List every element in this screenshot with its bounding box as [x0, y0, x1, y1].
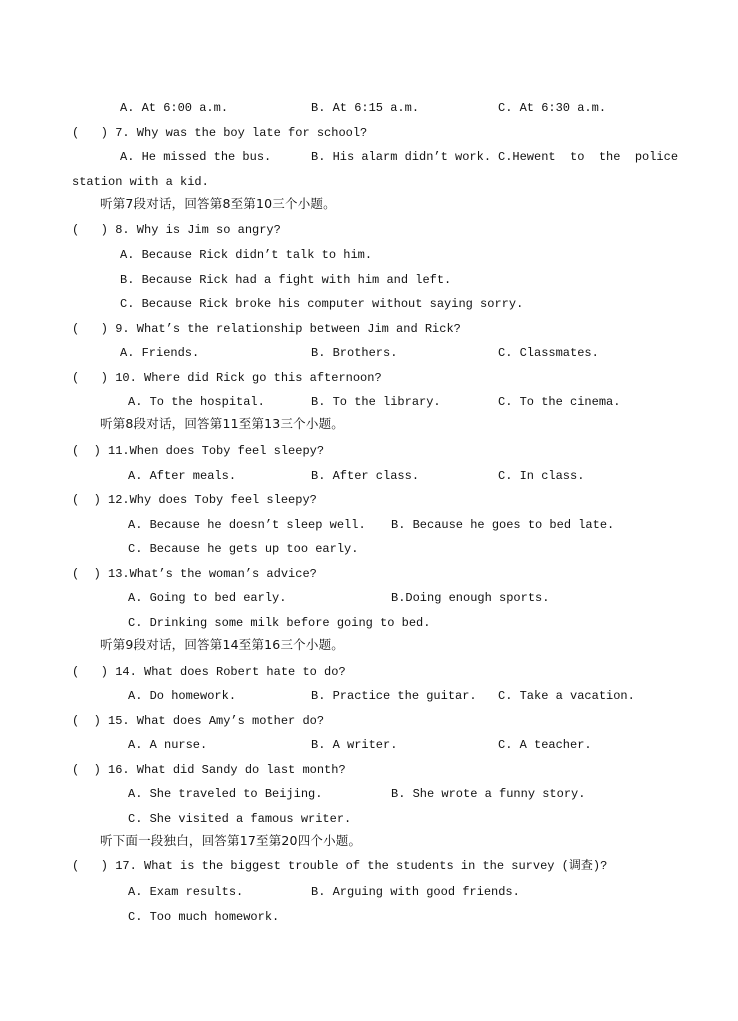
q12-option-c: C. Because he gets up too early.: [128, 542, 359, 556]
question-17: ( ) 17. What is the biggest trouble of the students in the survey (调查)?: [72, 859, 608, 873]
question-11: ( ) 11.When does Toby feel sleepy?: [72, 444, 325, 458]
question-9: ( ) 9. What’s the relationship between Jim and Rick?: [72, 322, 461, 336]
q12-option-a: A. Because he doesn’t sleep well.: [128, 518, 366, 532]
q15-option-b: B. A writer.: [311, 738, 398, 752]
question-14: ( ) 14. What does Robert hate to do?: [72, 665, 346, 679]
q8-option-c: C. Because Rick broke his computer without saying sorry.: [120, 297, 524, 311]
section-heading-10: 听下面一段独白，回答第17至第20四个小题。: [100, 833, 362, 848]
q14-option-c: C. Take a vacation.: [498, 689, 635, 703]
question-16: ( ) 16. What did Sandy do last month?: [72, 763, 346, 777]
q10-option-c: C. To the cinema.: [498, 395, 621, 409]
q17-option-a: A. Exam results.: [128, 885, 244, 899]
section-heading-7: 听第7段对话，回答第8至第10三个小题。: [100, 196, 336, 211]
q6-option-a: A. At 6:00 a.m.: [120, 101, 229, 115]
q17-option-b: B. Arguing with good friends.: [311, 885, 520, 899]
q14-option-a: A. Do homework.: [128, 689, 237, 703]
section-heading-8: 听第8段对话，回答第11至第13三个小题。: [100, 416, 344, 431]
q7-option-b: B. His alarm didn’t work.: [311, 150, 492, 164]
q17-option-c: C. Too much homework.: [128, 910, 280, 924]
q7-option-c: C.Hewent to the police: [498, 150, 679, 164]
q15-option-c: C. A teacher.: [498, 738, 592, 752]
question-8: ( ) 8. Why is Jim so angry?: [72, 223, 281, 237]
q10-option-b: B. To the library.: [311, 395, 441, 409]
q9-option-c: C. Classmates.: [498, 346, 599, 360]
question-15: ( ) 15. What does Amy’s mother do?: [72, 714, 325, 728]
q6-option-c: C. At 6:30 a.m.: [498, 101, 607, 115]
q8-option-a: A. Because Rick didn’t talk to him.: [120, 248, 373, 262]
q9-option-a: A. Friends.: [120, 346, 200, 360]
q16-option-c: C. She visited a famous writer.: [128, 812, 352, 826]
question-10: ( ) 10. Where did Rick go this afternoon?: [72, 371, 382, 385]
q15-option-a: A. A nurse.: [128, 738, 208, 752]
question-7: ( ) 7. Why was the boy late for school?: [72, 126, 368, 140]
q14-option-b: B. Practice the guitar.: [311, 689, 477, 703]
section-heading-9: 听第9段对话，回答第14至第16三个小题。: [100, 637, 344, 652]
q16-option-a: A. She traveled to Beijing.: [128, 787, 323, 801]
q9-option-b: B. Brothers.: [311, 346, 398, 360]
q16-option-b: B. She wrote a funny story.: [391, 787, 586, 801]
question-12: ( ) 12.Why does Toby feel sleepy?: [72, 493, 317, 507]
q10-option-a: A. To the hospital.: [128, 395, 265, 409]
q13-option-c: C. Drinking some milk before going to bed.: [128, 616, 431, 630]
q13-option-a: A. Going to bed early.: [128, 591, 287, 605]
q12-option-b: B. Because he goes to bed late.: [391, 518, 615, 532]
question-13: ( ) 13.What’s the woman’s advice?: [72, 567, 317, 581]
q11-option-c: C. In class.: [498, 469, 585, 483]
q7-option-a: A. He missed the bus.: [120, 150, 272, 164]
q11-option-b: B. After class.: [311, 469, 420, 483]
q11-option-a: A. After meals.: [128, 469, 237, 483]
q7-option-c-continued: station with a kid.: [72, 175, 209, 189]
q6-option-b: B. At 6:15 a.m.: [311, 101, 420, 115]
q8-option-b: B. Because Rick had a fight with him and left.: [120, 273, 452, 287]
q13-option-b: B.Doing enough sports.: [391, 591, 550, 605]
